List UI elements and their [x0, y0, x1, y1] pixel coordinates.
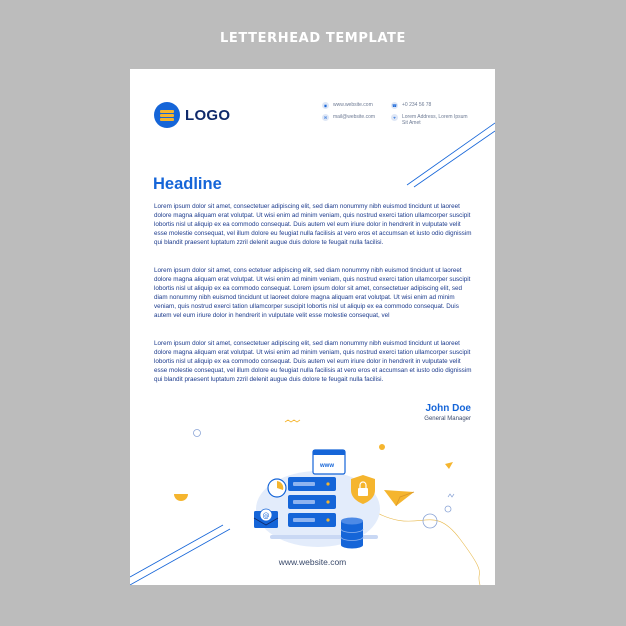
browser-window-icon [313, 450, 345, 474]
decor-dot [379, 444, 385, 450]
decor-semicircle [174, 494, 188, 501]
decor-curve [370, 509, 480, 585]
svg-text:@: @ [262, 512, 270, 520]
contact-address-line1: Lorem Address, Lorem Ipsum [402, 114, 468, 120]
server-stack-icon [288, 477, 336, 527]
decoration-layer [130, 69, 495, 585]
signature-block [424, 403, 471, 422]
contact-email [322, 114, 375, 121]
body-paragraph-1: Lorem ipsum dolor sit amet, consectetuer adipiscing elit, sed diam nonummy nibh euismod tincidunt ut laoreet dolore magna aliquam erat volutpat. Ut wisi enim ad minim veniam, quis nostrud exerci tation ullamcorper suscipit lobortis nisl ut aliquip ex ea commodo consequat. Duis autem vel eum iriure dolor in hendrerit in vulputate velit esse molestie consequat, vel illum dolore eu feugiat nulla facilisis at vero eros et accumsan et iusto odio dignissim qui blandit praesent luptatum zzril delenit augue duis dolore te feugait nulla facilisi. [154, 203, 472, 247]
banner-title: LETTERHEAD TEMPLATE [220, 31, 406, 46]
email-envelope-icon [254, 509, 278, 528]
logo-mark-icon [154, 102, 180, 128]
decor-line [414, 131, 495, 187]
body-paragraph-3: Lorem ipsum dolor sit amet, consectetuer adipiscing elit, sed diam nonummy nibh euismod tincidunt ut laoreet dolore magna aliquam erat volutpat. Ut wisi enim ad minim veniam, quis nostrud exerci tation ullamcorper suscipit lobortis nisl ut aliquip ex ea commodo consequat. Duis autem vel eum iriure dolor in hendrerit in vulputate velit esse molestie consequat, vel illum dolore eu feugiat nulla facilisis at vero eros et accumsan et iusto odio dignissim qui blandit praesent luptatum zzril delenit augue duis dolore te feugait nulla facilisi. [154, 340, 472, 384]
browser-label: www [320, 463, 335, 469]
chart-bubble-icon [268, 479, 286, 497]
contact-phone-text: +0 234 56 78 [402, 102, 432, 108]
decor-zigzag [448, 494, 454, 497]
logo [154, 102, 230, 128]
phone-icon: ☎ [392, 103, 397, 108]
body-paragraph-2: Lorem ipsum dolor sit amet, cons ectetuer adipiscing elit, sed diam nonummy nibh euismod tincidunt ut laoreet dolore magna aliquam erat volutpat. Ut wisi enim ad minim veniam, quis nostrud exerci tation ullamcorper suscipit lobortis nisl ut aliquip ex ea commodo consequat. Lorem ipsum dolor sit amet, consectetuer adipiscing elit, sed diam nonummy nibh euismod tincidunt ut laoreet dolore magna aliquam erat volutpat. Ut wisi enim ad minim veniam, quis nostrud exerci tation ullamcorper suscipit lobortis nisl ut aliquip ex ea commodo consequat. Duis autem vel eum iriure dolor in hendrerit in vulputate velit esse molestie consequat, vel [154, 267, 471, 320]
footer-website: www.website.com [278, 557, 347, 567]
contact-address-line2: Sit Amet [402, 120, 421, 126]
database-icon [341, 518, 363, 549]
decor-circle [445, 506, 451, 512]
signature-role: General Manager [424, 416, 471, 422]
location-pin-icon: ⌖ [391, 114, 398, 121]
contact-email-text: mail@website.com [333, 114, 376, 120]
decor-circle [423, 514, 437, 528]
contact-address [391, 114, 468, 126]
paper-plane-icon [384, 490, 414, 506]
contact-phone [391, 102, 431, 109]
decor-triangle [445, 462, 453, 469]
signature-name: John Doe [425, 403, 471, 414]
decor-circle [194, 430, 201, 437]
decor-line [130, 525, 223, 577]
globe-icon: ◉ [323, 103, 328, 108]
letterhead-sheet [130, 69, 495, 585]
contact-website-text: www.website.com [333, 102, 373, 108]
mail-icon: ✉ [323, 115, 328, 120]
decor-line [407, 123, 495, 185]
contact-website [322, 102, 373, 109]
logo-text: LOGO [185, 106, 231, 124]
decor-zigzag [285, 420, 300, 422]
headline: Headline [153, 175, 222, 193]
